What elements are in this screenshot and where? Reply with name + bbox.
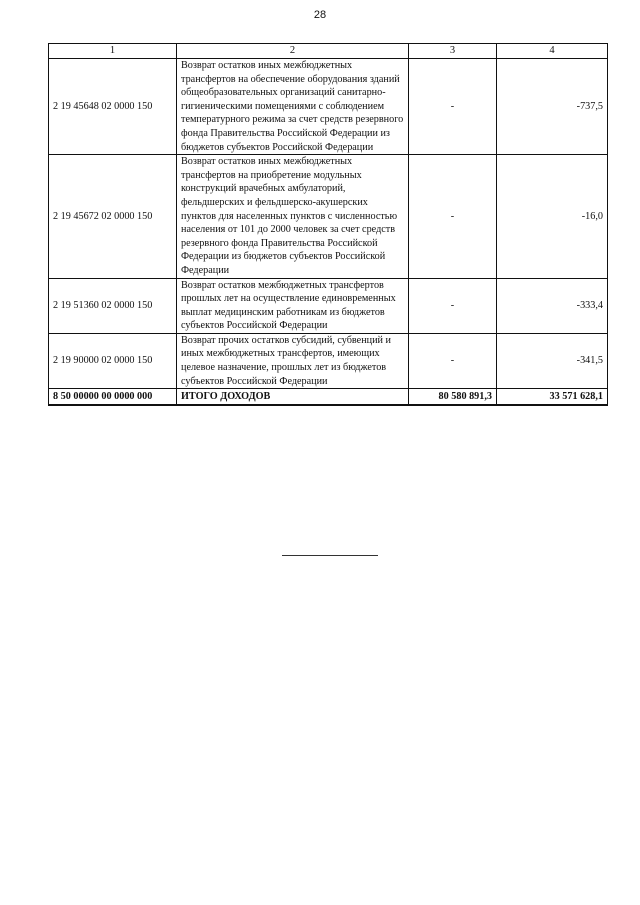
- revenue-name: Возврат остатков иных межбюджетных трансфертов на приобретение модульных конструкций врачебных амбулаторий, фельдшерских и фельдшерско-акушерских пунктов для населенных пунктов с численностью населения от 101 до 2000 человек за счет средств резервного фонда Правительства Российской Федерации из бюджетов субъектов Российской Федерации: [177, 155, 409, 278]
- column-header-1: 1: [49, 44, 177, 59]
- table-header-row: [49, 44, 608, 59]
- revenue-name: Возврат остатков иных межбюджетных трансфертов на обеспечение оборудования зданий общеобразовательных организаций санитарно-гигиеническими помещениями с соблюдением температурного режима за счет средств резервного фонда Правительства Российской Федерации из бюджетов субъектов Российской Федерации: [177, 59, 409, 155]
- total-label: ИТОГО ДОХОДОВ: [177, 389, 409, 406]
- column-header-4: 4: [497, 44, 608, 59]
- column-header-2: 2: [177, 44, 409, 59]
- table-row: [49, 333, 608, 388]
- table-row: [49, 278, 608, 333]
- column-header-3: 3: [409, 44, 497, 59]
- total-row: [49, 389, 608, 406]
- end-divider: [282, 555, 378, 556]
- revenue-name: Возврат остатков межбюджетных трансфертов прошлых лет на осуществление единовременных выплат медицинским работникам из бюджетов субъектов Российской Федерации: [177, 278, 409, 333]
- table-row: [49, 59, 608, 155]
- budget-code: 2 19 45672 02 0000 150: [49, 155, 177, 278]
- plan-value: -: [409, 333, 497, 388]
- actual-value: -737,5: [497, 59, 608, 155]
- plan-value: -: [409, 278, 497, 333]
- revenue-table: [48, 43, 608, 406]
- total-code: 8 50 00000 00 0000 000: [49, 389, 177, 406]
- total-actual-value: 33 571 628,1: [497, 389, 608, 406]
- page-number: 28: [313, 9, 327, 21]
- plan-value: -: [409, 59, 497, 155]
- table-row: [49, 155, 608, 278]
- plan-value: -: [409, 155, 497, 278]
- actual-value: -341,5: [497, 333, 608, 388]
- actual-value: -333,4: [497, 278, 608, 333]
- revenue-name: Возврат прочих остатков субсидий, субвенций и иных межбюджетных трансфертов, имеющих целевое назначение, прошлых лет из бюджетов субъектов Российской Федерации: [177, 333, 409, 388]
- budget-code: 2 19 45648 02 0000 150: [49, 59, 177, 155]
- total-plan-value: 80 580 891,3: [409, 389, 497, 406]
- budget-code: 2 19 90000 02 0000 150: [49, 333, 177, 388]
- actual-value: -16,0: [497, 155, 608, 278]
- budget-code: 2 19 51360 02 0000 150: [49, 278, 177, 333]
